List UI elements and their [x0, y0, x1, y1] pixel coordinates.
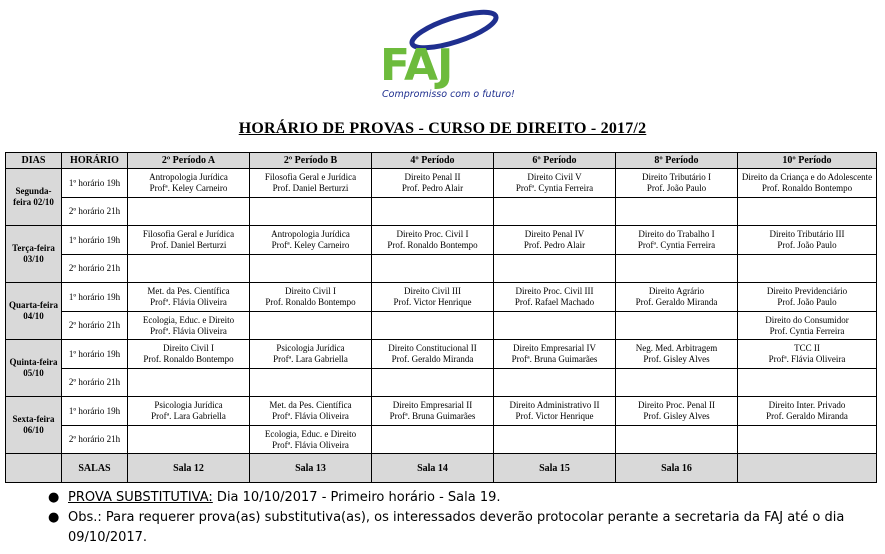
table-row: [6, 169, 877, 198]
exam-professor: Profª. Flávia Oliveira: [768, 354, 846, 364]
exam-cell: [372, 226, 494, 255]
exam-professor: Prof. João Paulo: [777, 297, 837, 307]
exam-cell: [616, 426, 738, 454]
sala-cell: Sala 13: [250, 454, 372, 483]
exam-professor: Profª. Lara Gabriella: [151, 411, 226, 421]
exam-subject: Direito Proc. Penal II: [638, 400, 715, 410]
day-cell: Terça-feira 03/10: [6, 226, 62, 283]
header-periodo: 4º Período: [372, 153, 494, 169]
exam-professor: Profª. Bruna Guimarães: [511, 354, 598, 364]
exam-subject: Met. da Pes. Científica: [147, 286, 230, 296]
exam-cell: [372, 340, 494, 369]
exam-cell: [738, 198, 877, 226]
exam-professor: Profª. Flávia Oliveira: [150, 297, 227, 307]
schedule-body: [6, 169, 877, 483]
sala-cell: Sala 14: [372, 454, 494, 483]
exam-professor: Prof. Daniel Berturzi: [272, 183, 349, 193]
exam-cell: [616, 397, 738, 426]
day-cell: Quarta-feira 04/10: [6, 283, 62, 340]
exam-cell: [738, 312, 877, 340]
exam-subject: Psicologia Jurídica: [276, 343, 345, 353]
exam-professor: Prof. Gisley Alves: [643, 354, 710, 364]
exam-professor: Prof. Ronaldo Bontempo: [143, 354, 234, 364]
exam-subject: Direito Civil III: [404, 286, 461, 296]
exam-cell: [738, 340, 877, 369]
svg-text:FAJ: FAJ: [380, 40, 453, 91]
header-periodo: 2º Período A: [128, 153, 250, 169]
exam-professor: Prof. Gisley Alves: [643, 411, 710, 421]
exam-cell: [372, 283, 494, 312]
exam-cell: [616, 283, 738, 312]
exam-cell: [738, 226, 877, 255]
exam-professor: Profª. Keley Carneiro: [149, 183, 228, 193]
exam-cell: [250, 426, 372, 454]
exam-cell: [250, 283, 372, 312]
bullet-icon: ●: [48, 510, 60, 525]
salas-empty-cell: [6, 454, 62, 483]
time-slot-cell: 1º horário 19h: [62, 397, 128, 426]
exam-subject: Direito Penal IV: [524, 229, 585, 239]
exam-cell: [738, 255, 877, 283]
table-row: [6, 426, 877, 454]
exam-cell: [250, 169, 372, 198]
header-periodo: 6º Período: [494, 153, 616, 169]
exam-cell: [738, 397, 877, 426]
table-row: [6, 369, 877, 397]
note-prova-substitutiva: [48, 488, 878, 508]
exam-professor: Prof. Ronaldo Bontempo: [761, 183, 853, 193]
exam-professor: Profª. Cyntia Ferreira: [515, 183, 594, 193]
exam-professor: Profª. Lara Gabriella: [273, 354, 348, 364]
exam-cell: [372, 426, 494, 454]
exam-cell: [616, 169, 738, 198]
time-slot-cell: 2º horário 21h: [62, 255, 128, 283]
bullet-icon: ●: [48, 490, 60, 505]
exam-cell: [128, 226, 250, 255]
time-slot-cell: 1º horário 19h: [62, 283, 128, 312]
salas-label: SALAS: [62, 454, 128, 483]
exam-subject: Ecologia, Educ. e Direito: [142, 314, 235, 325]
exam-subject: Direito Constitucional II: [388, 343, 477, 353]
sala-cell: [738, 454, 877, 483]
exam-professor: Profª. Cyntia Ferreira: [637, 240, 716, 250]
exam-cell: [372, 169, 494, 198]
exam-cell: [250, 397, 372, 426]
exam-professor: Prof. Geraldo Miranda: [635, 297, 718, 307]
time-slot-cell: 1º horário 19h: [62, 169, 128, 198]
header-periodo: 10º Período: [738, 153, 877, 169]
exam-subject: Neg. Med. Arbitragem: [635, 343, 718, 353]
exam-cell: [616, 198, 738, 226]
exam-professor: Prof. Cyntia Ferreira: [769, 325, 845, 336]
header-periodo: 2º Período B: [250, 153, 372, 169]
exam-cell: [616, 226, 738, 255]
table-row: [6, 198, 877, 226]
exam-cell: [494, 255, 616, 283]
salas-row: [6, 454, 877, 483]
day-cell: Sexta-feira 06/10: [6, 397, 62, 454]
faj-logo: [378, 8, 515, 102]
exam-professor: Prof. Pedro Alair: [523, 240, 586, 250]
exam-subject: Direito Inter. Privado: [768, 400, 846, 410]
table-row: [6, 397, 877, 426]
exam-professor: Prof. Ronaldo Bontempo: [265, 297, 356, 307]
note-obs-text: Obs.: Para requerer prova(as) substitutiva(as), os interessados deverão protocolar perante a secretaria da FAJ até o dia 09/10/2017.: [68, 510, 845, 545]
exam-subject: Direito Civil V: [527, 172, 582, 182]
sala-cell: Sala 15: [494, 454, 616, 483]
exam-professor: Prof. Geraldo Miranda: [766, 411, 848, 421]
header-periodo: 8º Período: [616, 153, 738, 169]
table-row: [6, 226, 877, 255]
exam-subject: Direito Empresarial IV: [513, 343, 596, 353]
exam-cell: [128, 169, 250, 198]
svg-text:Compromisso com o futuro!: Compromisso com o futuro!: [382, 89, 515, 100]
exam-professor: Profª. Flávia Oliveira: [272, 411, 349, 421]
exam-cell: [250, 340, 372, 369]
exam-cell: [372, 255, 494, 283]
exam-subject: Direito Administrativo II: [509, 400, 600, 410]
exam-cell: [250, 255, 372, 283]
exam-subject: Direito Empresarial II: [392, 400, 473, 410]
time-slot-cell: 1º horário 19h: [62, 226, 128, 255]
exam-subject: Direito Proc. Civil III: [515, 286, 594, 296]
time-slot-cell: 2º horário 21h: [62, 198, 128, 226]
exam-professor: Prof. Ronaldo Bontempo: [387, 240, 478, 250]
exam-cell: [128, 198, 250, 226]
header-horario: HORÁRIO: [62, 153, 128, 169]
exam-subject: Antropologia Jurídica: [149, 172, 228, 182]
exam-cell: [372, 369, 494, 397]
exam-cell: [128, 340, 250, 369]
exam-cell: [738, 283, 877, 312]
exam-schedule-table: [5, 152, 877, 483]
exam-cell: [372, 397, 494, 426]
day-cell: Quinta-feira 05/10: [6, 340, 62, 397]
exam-cell: [128, 283, 250, 312]
note-obs: [48, 508, 878, 548]
exam-professor: Profª. Keley Carneiro: [271, 240, 350, 250]
exam-cell: [616, 255, 738, 283]
exam-cell: [494, 397, 616, 426]
exam-subject: Direito da Criança e do Adolescente: [741, 172, 873, 182]
sala-cell: Sala 12: [128, 454, 250, 483]
exam-professor: Prof. Rafael Machado: [514, 297, 595, 307]
exam-subject: Direito Civil I: [285, 286, 336, 296]
note-prova-label: PROVA SUBSTITUTIVA:: [68, 490, 213, 505]
page-title: HORÁRIO DE PROVAS - CURSO DE DIREITO - 2017/2: [238, 120, 647, 137]
exam-cell: [128, 312, 250, 340]
sala-cell: Sala 16: [616, 454, 738, 483]
exam-cell: [738, 369, 877, 397]
exam-cell: [494, 340, 616, 369]
exam-subject: Direito Tributário I: [642, 172, 711, 182]
time-slot-cell: 1º horário 19h: [62, 340, 128, 369]
exam-cell: [494, 426, 616, 454]
exam-cell: [250, 369, 372, 397]
exam-professor: Prof. Victor Henrique: [393, 297, 472, 307]
exam-subject: Direito Proc. Civil I: [396, 229, 469, 239]
exam-cell: [372, 312, 494, 340]
exam-cell: [250, 312, 372, 340]
exam-cell: [128, 255, 250, 283]
exam-cell: [738, 426, 877, 454]
exam-cell: [250, 198, 372, 226]
table-row: [6, 255, 877, 283]
exam-cell: [494, 312, 616, 340]
time-slot-cell: 2º horário 21h: [62, 369, 128, 397]
exam-subject: Direito do Trabalho I: [638, 229, 715, 239]
exam-subject: Met. da Pes. Científica: [269, 400, 352, 410]
exam-cell: [494, 369, 616, 397]
exam-subject: Filosofia Geral e Jurídica: [142, 229, 235, 239]
time-slot-cell: 2º horário 21h: [62, 312, 128, 340]
table-row: [6, 312, 877, 340]
exam-cell: [494, 198, 616, 226]
exam-subject: Psicologia Jurídica: [154, 400, 223, 410]
exam-professor: Prof. Daniel Berturzi: [150, 240, 227, 250]
day-cell: Segunda-feira 02/10: [6, 169, 62, 226]
exam-cell: [128, 397, 250, 426]
exam-subject: Direito do Consumidor: [765, 314, 849, 325]
exam-cell: [128, 369, 250, 397]
exam-subject: Direito Penal II: [404, 172, 461, 182]
exam-professor: Prof. João Paulo: [777, 240, 837, 250]
exam-cell: [372, 198, 494, 226]
notes-list: [48, 488, 878, 548]
time-slot-cell: 2º horário 21h: [62, 426, 128, 454]
exam-cell: [494, 226, 616, 255]
exam-professor: Prof. Geraldo Miranda: [391, 354, 474, 364]
header-dias: DIAS: [6, 153, 62, 169]
note-prova-text: Dia 10/10/2017 - Primeiro horário - Sala 19.: [212, 490, 501, 505]
exam-cell: [616, 369, 738, 397]
exam-cell: [616, 312, 738, 340]
exam-subject: Direito Tributário III: [769, 229, 845, 239]
exam-professor: Profª. Bruna Guimarães: [389, 411, 476, 421]
exam-professor: Profª. Flávia Oliveira: [272, 439, 349, 450]
exam-subject: Direito Previdenciário: [766, 286, 848, 296]
exam-cell: [494, 283, 616, 312]
exam-professor: Profª. Flávia Oliveira: [150, 325, 227, 336]
exam-cell: [616, 340, 738, 369]
exam-subject: Ecologia, Educ. e Direito: [264, 428, 357, 439]
exam-subject: TCC II: [794, 343, 820, 353]
table-row: [6, 283, 877, 312]
exam-subject: Direito Agrário: [648, 286, 705, 296]
exam-cell: [738, 169, 877, 198]
exam-subject: Direito Civil I: [163, 343, 214, 353]
exam-cell: [128, 426, 250, 454]
exam-cell: [250, 226, 372, 255]
exam-professor: Prof. Victor Henrique: [515, 411, 594, 421]
table-row: [6, 340, 877, 369]
exam-subject: Filosofia Geral e Jurídica: [264, 172, 357, 182]
table-header-row: [6, 153, 877, 169]
exam-subject: Antropologia Jurídica: [271, 229, 350, 239]
exam-cell: [494, 169, 616, 198]
exam-professor: Prof. Pedro Alair: [401, 183, 464, 193]
exam-professor: Prof. João Paulo: [646, 183, 707, 193]
